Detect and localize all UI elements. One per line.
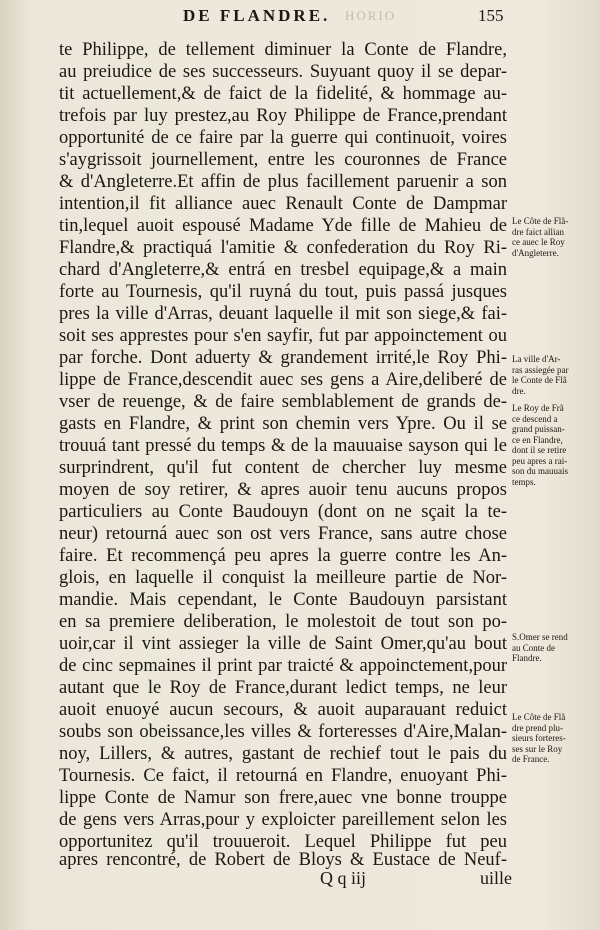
- text-line: opportunité de ce faire par la guerre qui continuoit, voires: [59, 128, 507, 148]
- text-line: vser de reuenge, & de faire semblablement de grands de-: [59, 392, 507, 412]
- text-line: soit ses apprestes pour s'en sayfir, fut par appoinctement ou: [59, 326, 507, 346]
- text-line: de gens vers Arras,pour y exploicter pareillement selon les: [59, 810, 507, 830]
- show-through-text: HORIO: [345, 8, 397, 23]
- text-line: chard d'Angleterre,& entrá en tresbel equipage,& a main: [59, 260, 507, 280]
- running-head: DE FLANDRE.: [183, 6, 331, 25]
- text-line: noy, Lillers, & autres, gastant de rechief tout le pais du: [59, 744, 507, 764]
- text-line: neur) retourná auec son ost vers France, sans autre chose: [59, 524, 507, 544]
- text-line: particuliers au Conte Baudouyn (dont on ne sçait la te-: [59, 502, 507, 522]
- catchword: uille: [480, 868, 512, 888]
- page-footer: [0, 868, 600, 892]
- text-line: opportunitez qu'il trouueroit. Lequel Philippe fut peu: [59, 832, 507, 852]
- text-line: au preiudice de ses successeurs. Suyuant quoy il se depar-: [59, 62, 507, 82]
- text-line: de cinc sepmaines il print par traicté & appoinctement,pour: [59, 656, 507, 676]
- text-line: tin,lequel auoit espousé Madame Yde fille de Mahieu de: [59, 216, 507, 236]
- marginal-note: Le Côte de Flã dre prend plu- sieurs forteres- ses sur le Roy de France.: [512, 712, 566, 764]
- text-line: moyen de soy retirer, & apres auoir tenu aucuns propos: [59, 480, 507, 500]
- page-header: [0, 4, 600, 28]
- text-line: s'aygrissoit journellement, entre les couronnes de France: [59, 150, 507, 170]
- text-line: pres la ville d'Arras, deuant laquelle il mit son siege,& fai-: [59, 304, 507, 324]
- marginal-note: Le Côte de Flã- dre faict allian ce auec le Roy d'Angleterre.: [512, 216, 569, 258]
- text-line: par forche. Dont aduerty & grandement irrité,le Roy Phi-: [59, 348, 507, 368]
- text-line: uoir,car il vint assieger la ville de Saint Omer,qu'au bout: [59, 634, 507, 654]
- text-line: auoit enuoyé aucun secours, & auoit auparauant reduict: [59, 700, 507, 720]
- text-line: & d'Angleterre.Et affin de plus facillement paruenir a son: [59, 172, 507, 192]
- text-line: apres rencontré, de Robert de Bloys & Eustace de Neuf-: [59, 850, 507, 870]
- text-line: lippe de France,descendit auec ses gens a Aire,deliberé de: [59, 370, 507, 390]
- page-number: 155: [478, 6, 504, 25]
- text-line: en sa premiere deliberation, le molestoit de tout son po-: [59, 612, 507, 632]
- marginal-note: S.Omer se rend au Conte de Flandre.: [512, 632, 568, 663]
- text-line: Tournesis. Ce faict, il retourná en Flandre, enuoyant Phi-: [59, 766, 507, 786]
- text-line: intention,il fit alliance auec Renault Conte de Dampmar: [59, 194, 507, 214]
- text-line: trefois par luy prestez,au Roy Philippe de France,prendant: [59, 106, 507, 126]
- marginal-note: Le Roy de Frã ce descend a grand puissan- ce en Flandre, dont il se retire peu apres a rai- son du mauuais temps.: [512, 403, 568, 487]
- text-line: mandie. Mais cependant, le Conte Baudouyn parsistant: [59, 590, 507, 610]
- text-line: Flandre,& practiquá l'amitie & confederation du Roy Ri-: [59, 238, 507, 258]
- text-line: tit actuellement,& de faict de la fidelité, & hommage au-: [59, 84, 507, 104]
- text-line: autant que le Roy de France,durant ledict temps, ne leur: [59, 678, 507, 698]
- text-line: surprindrent, qu'il fut content de chercher luy mesme: [59, 458, 507, 478]
- text-line: lippe Conte de Namur son frere,auec vne bonne trouppe: [59, 788, 507, 808]
- text-line: trouuá tant pressé du temps & de la mauuaise sayson qui le: [59, 436, 507, 456]
- text-line: gasts en Flandre, & print son chemin vers Ypre. Ou il se: [59, 414, 507, 434]
- text-line: faire. Et recommençá peu apres la guerre contre les An-: [59, 546, 507, 566]
- text-line: te Philippe, de tellement diminuer la Conte de Flandre,: [59, 40, 507, 60]
- marginal-note: La ville d'Ar- ras assiegée par le Conte de Flã dre.: [512, 354, 569, 396]
- text-line: forte au Tournesis, qu'il ruyná du tout, puis passá jusques: [59, 282, 507, 302]
- text-line: glois, en laquelle il conquist la meilleure partie de Nor-: [59, 568, 507, 588]
- text-line: soubs son obeissance,les villes & forteresses d'Aire,Malan-: [59, 722, 507, 742]
- signature-mark: Q q iij: [320, 868, 367, 888]
